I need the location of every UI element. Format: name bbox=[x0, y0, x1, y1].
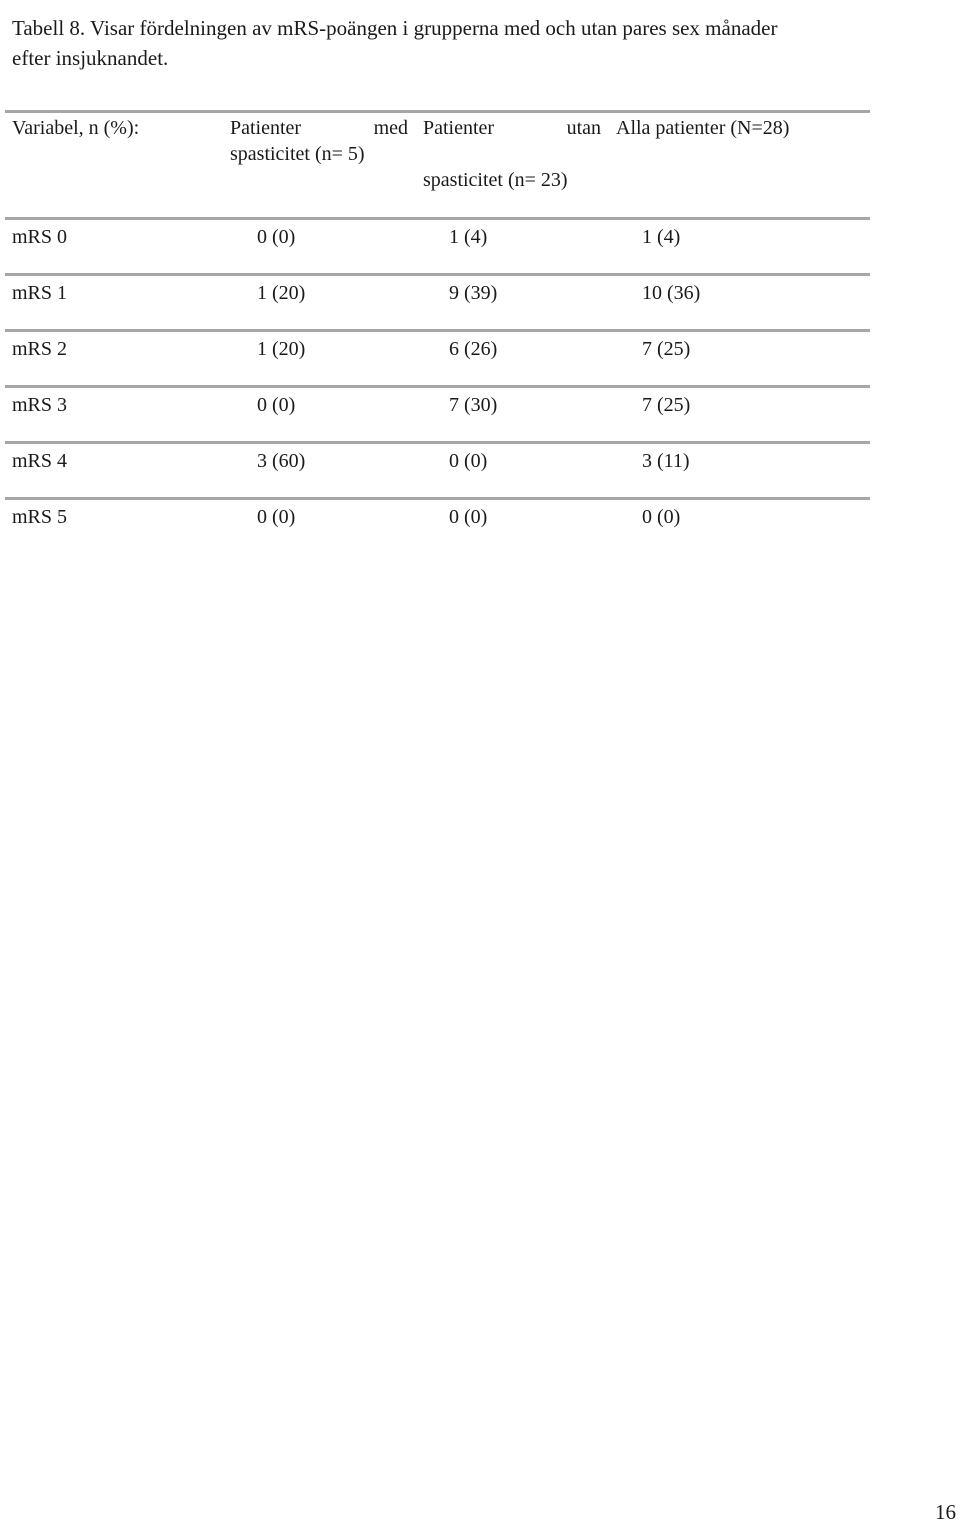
header-with-word2: med bbox=[373, 117, 408, 139]
header-without-spasticity bbox=[423, 115, 601, 193]
row-without: 6 (26) bbox=[449, 338, 498, 360]
row-with: 0 (0) bbox=[257, 226, 296, 248]
row-label: mRS 2 bbox=[12, 338, 68, 360]
header-without-word1: Patienter bbox=[423, 117, 495, 139]
header-without-line2: spasticitet (n= 23) bbox=[423, 169, 568, 191]
row-without: 7 (30) bbox=[449, 394, 498, 416]
row-all: 3 (11) bbox=[642, 450, 690, 472]
table-top-rule bbox=[5, 110, 870, 113]
row-rule-2 bbox=[5, 329, 870, 332]
row-label: mRS 0 bbox=[12, 226, 68, 248]
row-with: 0 (0) bbox=[257, 506, 296, 528]
row-without: 9 (39) bbox=[449, 282, 498, 304]
caption-line-1: Tabell 8. Visar fördelningen av mRS-poängen i grupperna med och utan pares sex månader bbox=[12, 16, 778, 40]
row-all: 7 (25) bbox=[642, 394, 691, 416]
row-label: mRS 5 bbox=[12, 506, 68, 528]
header-with-spasticity bbox=[230, 115, 408, 167]
row-all: 0 (0) bbox=[642, 506, 681, 528]
header-variable: Variabel, n (%): bbox=[12, 117, 140, 139]
row-label: mRS 4 bbox=[12, 450, 68, 472]
row-label: mRS 3 bbox=[12, 394, 68, 416]
header-without-word2: utan bbox=[566, 117, 601, 139]
row-with: 3 (60) bbox=[257, 450, 306, 472]
row-with: 1 (20) bbox=[257, 282, 306, 304]
row-rule-3 bbox=[5, 385, 870, 388]
row-all: 1 (4) bbox=[642, 226, 681, 248]
row-all: 10 (36) bbox=[642, 282, 701, 304]
row-label: mRS 1 bbox=[12, 282, 68, 304]
row-all: 7 (25) bbox=[642, 338, 691, 360]
row-without: 1 (4) bbox=[449, 226, 488, 248]
page-number: 16 bbox=[935, 1500, 956, 1524]
header-bottom-rule bbox=[5, 217, 870, 220]
header-all-patients: Alla patienter (N=28) bbox=[616, 117, 790, 139]
row-rule-5 bbox=[5, 497, 870, 500]
row-rule-1 bbox=[5, 273, 870, 276]
table-caption bbox=[12, 0, 958, 86]
header-with-line2: spasticitet (n= 5) bbox=[230, 143, 365, 165]
row-without: 0 (0) bbox=[449, 450, 488, 472]
caption-line-2: efter insjuknandet. bbox=[12, 46, 169, 70]
row-rule-4 bbox=[5, 441, 870, 444]
row-with: 0 (0) bbox=[257, 394, 296, 416]
row-with: 1 (20) bbox=[257, 338, 306, 360]
header-with-word1: Patienter bbox=[230, 117, 302, 139]
row-without: 0 (0) bbox=[449, 506, 488, 528]
